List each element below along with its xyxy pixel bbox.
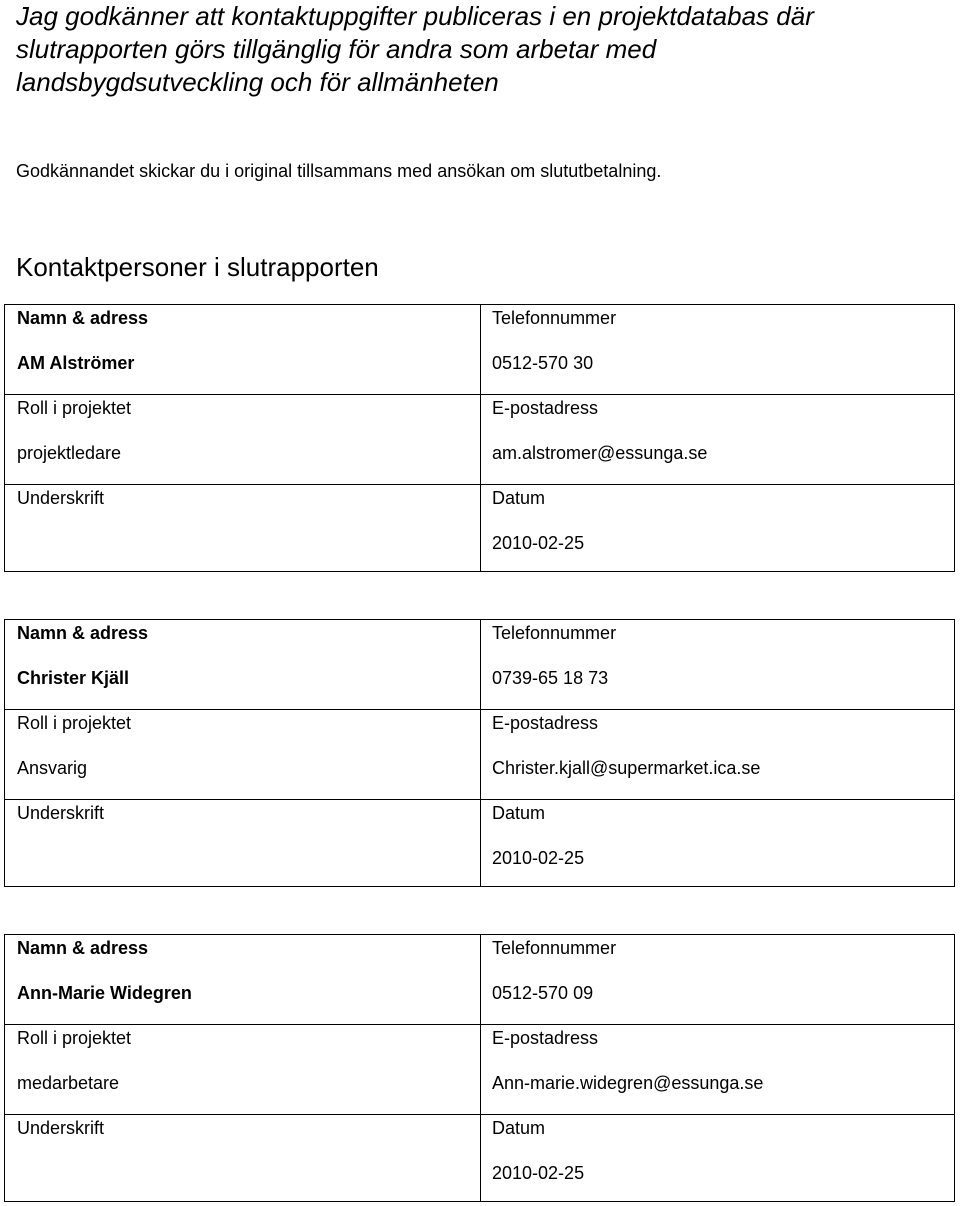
contact-email: Christer.kjall@supermarket.ica.se [492,758,761,778]
column-divider [480,620,481,886]
role-label: Roll i projektet [17,398,132,418]
contact-role: projektledare [17,443,122,463]
contact-phone: 0739-65 18 73 [492,668,609,688]
contact-email: Ann-marie.widegren@essunga.se [492,1073,764,1093]
consent-line-3: landsbygdsutveckling och för allmänheten [16,67,499,97]
email-label: E-postadress [492,713,599,733]
contact-date: 2010-02-25 [492,533,585,553]
email-label: E-postadress [492,398,599,418]
row-divider [5,1024,954,1025]
contact-name: Ann-Marie Widegren [17,983,192,1003]
signature-label: Underskrift [17,488,105,508]
signature-label: Underskrift [17,1118,105,1138]
column-divider [480,305,481,571]
section-title: Kontaktpersoner i slutrapporten [16,252,379,282]
contact-date: 2010-02-25 [492,1163,585,1183]
row-divider [5,709,954,710]
name-label: Namn & adress [17,623,149,643]
contact-role: medarbetare [17,1073,120,1093]
date-label: Datum [492,803,546,823]
name-label: Namn & adress [17,308,149,328]
contact-email: am.alstromer@essunga.se [492,443,708,463]
consent-statement [16,0,946,99]
contact-phone: 0512-570 30 [492,353,594,373]
consent-line-1: Jag godkänner att kontaktuppgifter publiceras i en projektdatabas där [16,1,814,31]
contact-box-3 [4,934,955,1202]
consent-line-2: slutrapporten görs tillgänglig för andra som arbetar med [16,34,657,64]
submission-note: Godkännandet skickar du i original tillsammans med ansökan om slututbetalning. [16,161,662,181]
contact-box-2 [4,619,955,887]
contact-phone: 0512-570 09 [492,983,594,1003]
row-divider [5,394,954,395]
name-label: Namn & adress [17,938,149,958]
row-divider [5,799,954,800]
contact-name: Christer Kjäll [17,668,130,688]
phone-label: Telefonnummer [492,938,617,958]
contact-role: Ansvarig [17,758,88,778]
row-divider [5,1114,954,1115]
date-label: Datum [492,1118,546,1138]
email-label: E-postadress [492,1028,599,1048]
contact-name: AM Alströmer [17,353,135,373]
role-label: Roll i projektet [17,713,132,733]
column-divider [480,935,481,1201]
phone-label: Telefonnummer [492,308,617,328]
role-label: Roll i projektet [17,1028,132,1048]
date-label: Datum [492,488,546,508]
contact-box-1 [4,304,955,572]
phone-label: Telefonnummer [492,623,617,643]
contact-date: 2010-02-25 [492,848,585,868]
signature-label: Underskrift [17,803,105,823]
row-divider [5,484,954,485]
